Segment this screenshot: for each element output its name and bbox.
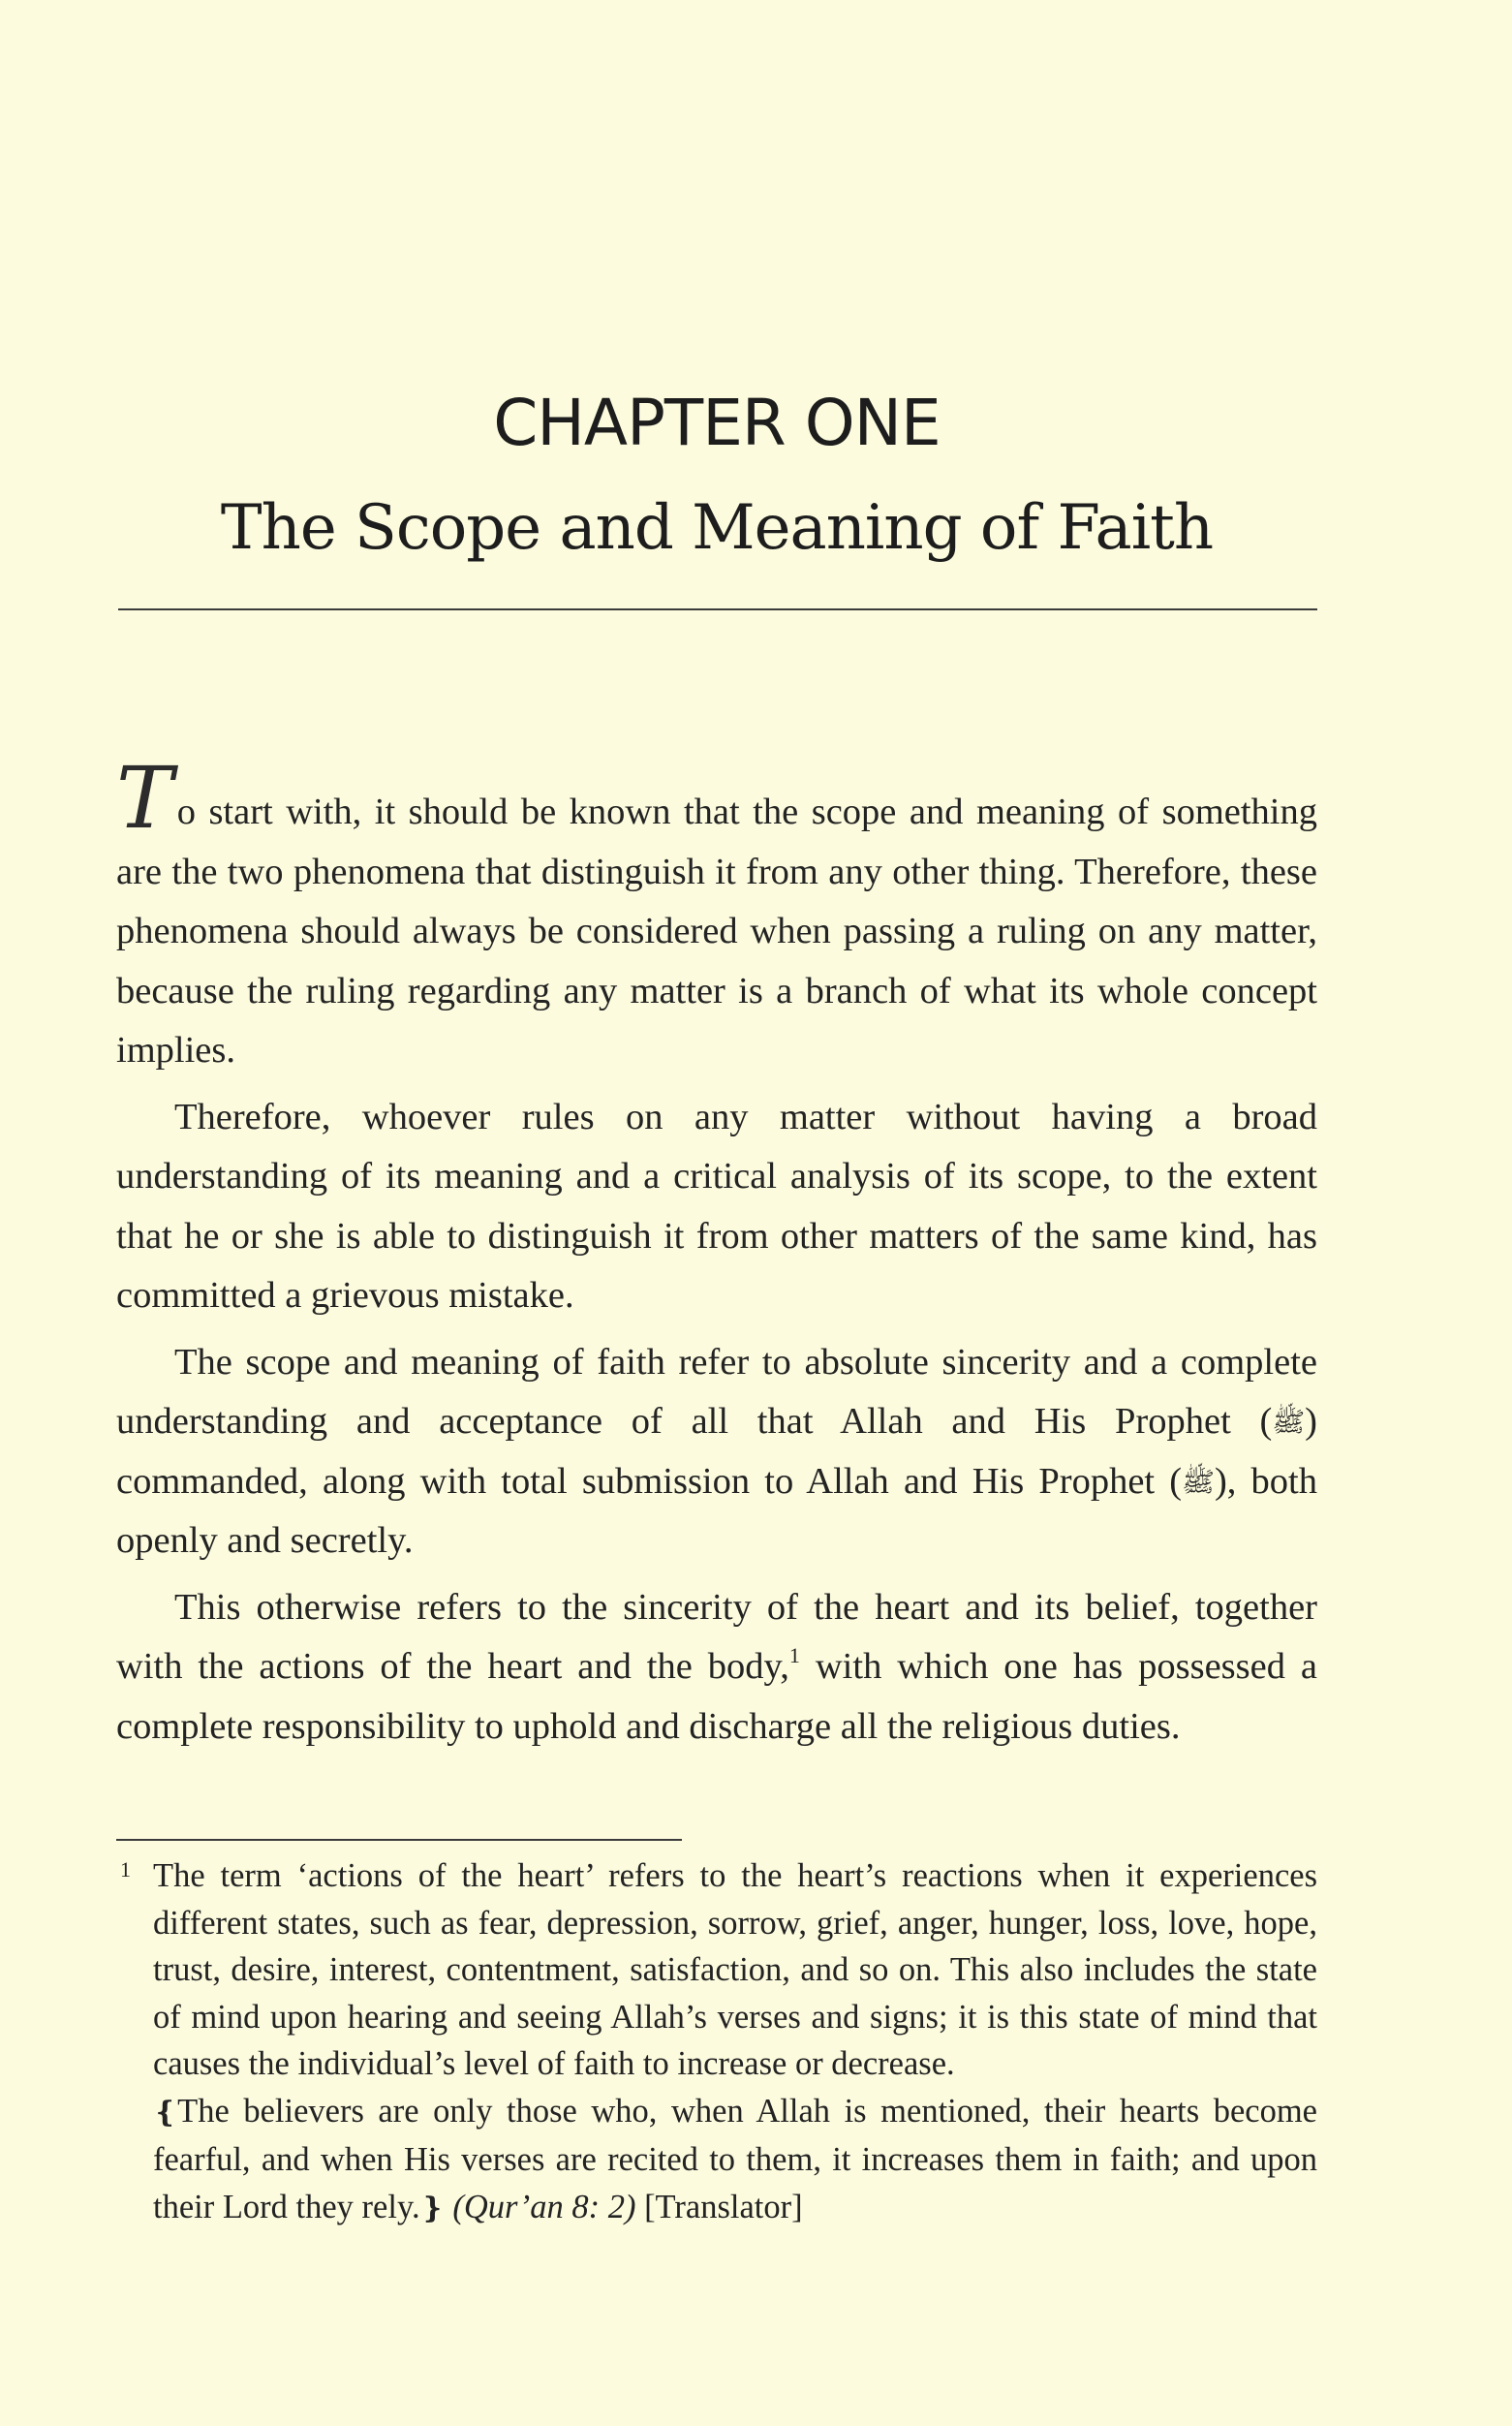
translator-note: [Translator] [644,2188,803,2225]
honorific-symbol: ﷺ [1182,1465,1215,1498]
paragraph-3-text-a: The scope and meaning of faith refer to absolute sincerity and a complete understanding and acceptance of all that Allah and His Prophet ( [116,1341,1317,1442]
footnote-divider [116,1839,682,1841]
quote-open-bracket: ❴ [153,2095,178,2130]
chapter-title: The Scope and Meaning of Faith [220,492,1214,564]
quran-citation: (Qur’an 8: 2) [452,2188,636,2225]
paragraph-1 [116,748,1317,1081]
paragraph-3-text-c: ), both openly and secretly. [116,1460,1317,1561]
chapter-body [116,748,1317,1763]
quran-quote: The believers are only those who, when Allah is mentioned, their hearts become fearful, and when His verses are recited to them, it increases them in faith; and upon their Lord they rely. [153,2092,1317,2225]
paragraph-4-text-b: with which one has possessed a complete responsibility to uphold and discharge all the religious duties. [116,1646,1317,1747]
footnote-text: The term ‘actions of the heart’ refers to the heart’s reactions when it experiences different states, such as fear, depression, sorrow, grief, anger, hunger, loss, love, hope, trust, desire, interest, contentment, satisfaction, and so on. This also includes the state of mind upon hearing and seeing Allah’s verses and signs; it is this state of mind that causes the individual’s level of faith to increase or decrease. [153,1857,1317,2082]
footnote-quote [153,2088,1317,2233]
footnote-reference[interactable]: 1 [788,1643,800,1667]
paragraph-2: Therefore, whoever rules on any matter without having a broad understanding of its meaning and a critical analysis of its scope, to the extent that he or she is able to distinguish it from other matters of the same kind, has committed a grievous mistake. [116,1096,1317,1316]
paragraph-1-text: o start with, it should be known that the scope and meaning of something are the two phenomena that distinguish it from any other thing. Therefore, these phenomena should always be considered when passing a ruling on any matter, because the ruling regarding any matter is a branch of what its whole concept implies. [116,792,1317,1071]
honorific-symbol: ﷺ [1272,1406,1306,1438]
drop-cap: T [116,748,173,848]
paragraph-3-text-b: ) commanded, along with total submission to Allah and His Prophet ( [116,1401,1317,1502]
footnote-1 [116,1852,1317,2232]
chapter-number: CHAPTER ONE [493,386,941,460]
quote-close-bracket: ❵ [419,2191,445,2225]
paragraph-4 [116,1578,1317,1757]
paragraph-3 [116,1333,1317,1571]
title-divider [118,608,1317,610]
footnote-marker: 1 [120,1857,131,1882]
paragraph-4-text-a: This otherwise refers to the sincerity of the heart and its belief, together with the actions of the heart and the body, [116,1586,1317,1687]
footnotes [116,1852,1317,2232]
